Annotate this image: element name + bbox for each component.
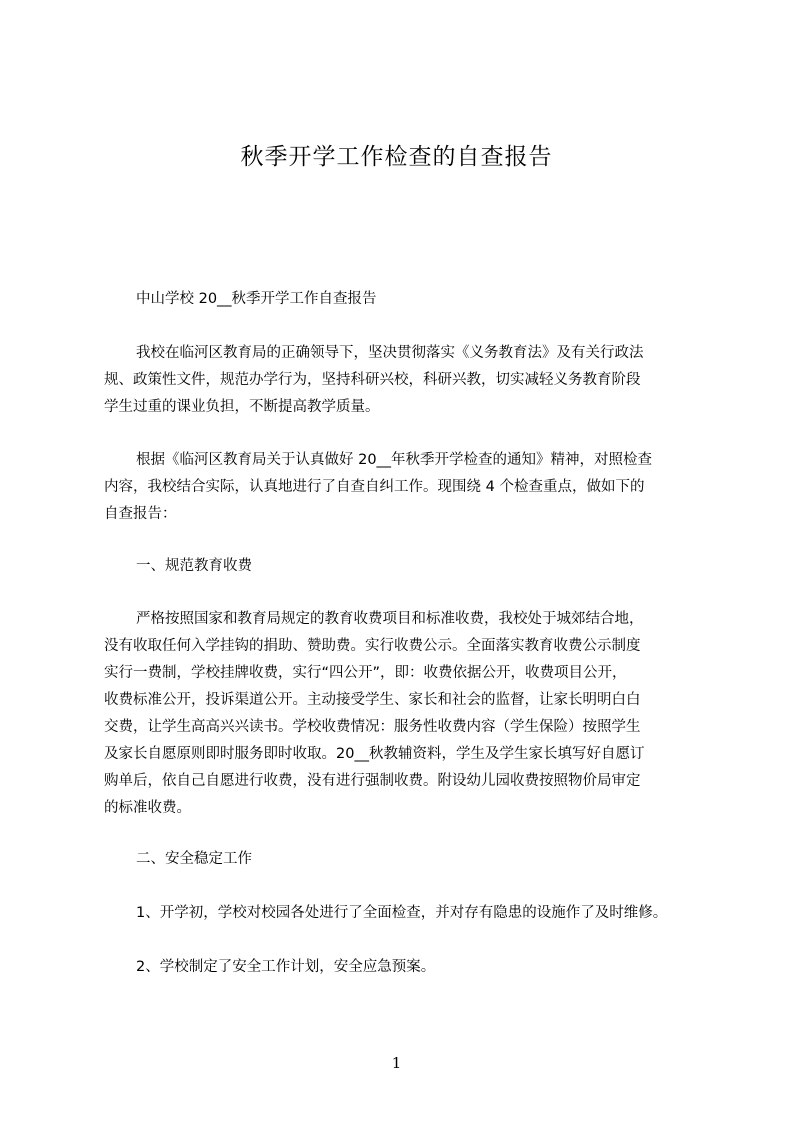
section1-heading [104,553,752,580]
paragraph-line: 收费标准公开，投诉渠道公开。主动接受学生、家长和社会的监督，让家长明明白白 [104,692,641,708]
section2-item-2 [104,954,752,981]
document-title: 秋季开学工作检查的自查报告 [240,144,553,170]
section2-heading [104,846,752,873]
paragraph-line: 严格按照国家和教育局规定的教育收费项目和标准收费，我校处于城郊结合地， [136,611,644,627]
basis-paragraph [104,447,720,528]
intro-paragraph [104,340,720,421]
paragraph-line: 及家长自愿原则即时服务即时收取。20__秋教辅资料，学生及学生家长填写好自愿订 [104,746,645,762]
section-heading: 一、规范教育收费 [136,558,252,574]
page-number: 1 [391,1054,402,1072]
paragraph-line: 购单后，依自己自愿进行收费，没有进行强制收费。附设幼儿园收费按照物价局审定 [104,773,641,789]
paragraph-line: 规、政策性文件，规范办学行为，坚持科研兴校，科研兴教，切实减轻义务教育阶段 [104,372,641,388]
section-heading: 二、安全稳定工作 [136,851,252,867]
paragraph-line: 根据《临河区教育局关于认真做好 20__年秋季开学检查的通知》精神，对照检查 [136,452,653,468]
subtitle-line: 中山学校 20__秋季开学工作自查报告 [136,291,377,307]
paragraph-line: 没有收取任何入学挂钩的捐助、赞助费。实行收费公示。全面落实教育收费公示制度 [104,638,641,654]
subtitle [104,286,752,313]
section2-item-1 [104,900,752,927]
list-item: 1、开学初，学校对校园各处进行了全面检查，并对存有隐患的设施作了及时维修。 [136,905,668,921]
paragraph-line: 交费，让学生高高兴兴读书。学校收费情况：服务性收费内容（学生保险）按照学生 [104,719,641,735]
paragraph-line: 我校在临河区教育局的正确领导下，坚决贯彻落实《义务教育法》及有关行政法 [136,345,644,361]
paragraph-line: 的标准收费。 [104,800,191,816]
paragraph-line: 自查报告： [104,506,177,522]
paragraph-line: 内容，我校结合实际，认真地进行了自查自纠工作。现围绕 4 个检查重点，做如下的 [104,479,645,495]
section1-body [104,606,720,822]
paragraph-line: 实行一费制，学校挂牌收费，实行“四公开”，即：收费依据公开，收费项目公开， [104,665,627,681]
paragraph-line: 学生过重的课业负担，不断提高教学质量。 [104,399,380,415]
list-item: 2、学校制定了安全工作计划，安全应急预案。 [136,959,436,975]
